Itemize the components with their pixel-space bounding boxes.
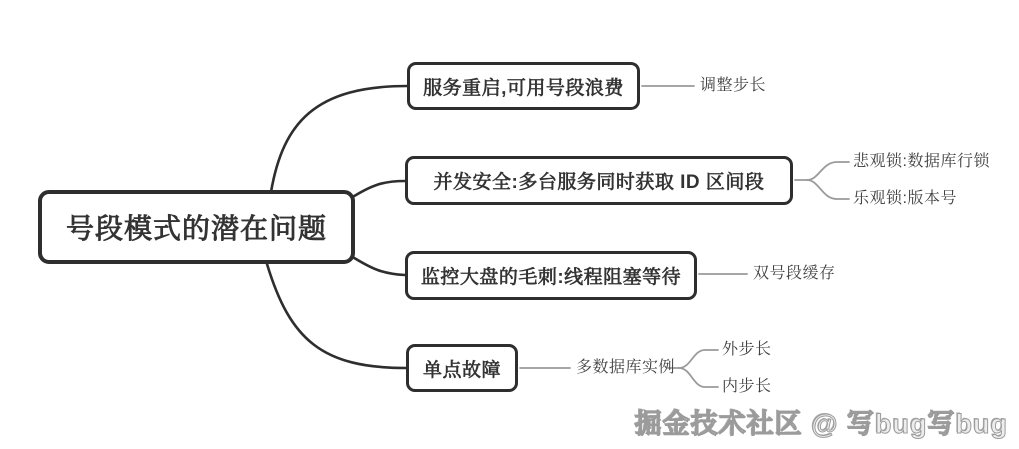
edge-root-to-branch-monitoring (351, 256, 405, 275)
branch-node-label: 监控大盘的毛刺:线程阻塞等待 (420, 267, 682, 288)
watermark: 掘金技术社区 @ 写bug写bug (634, 409, 1008, 439)
branch-node-concurrency-safety (405, 156, 793, 205)
branch-node-label: 单点故障 (422, 359, 501, 381)
leaf-pessimistic-lock: 悲观锁:数据库行锁 (853, 153, 990, 170)
edge-multi-db-to-outer-step (679, 350, 718, 368)
edge-root-to-branch-restart (271, 86, 407, 192)
leaf-optimistic-lock: 乐观锁:版本号 (853, 190, 957, 207)
branch-node-monitoring-glitch (405, 251, 697, 300)
edge-concurrency-to-pessimistic (807, 162, 849, 180)
leaf-adjust-step: 调整步长 (700, 77, 767, 94)
edge-multi-db-to-inner-step (679, 368, 718, 387)
branch-node-label: 并发安全:多台服务同时获取 ID 区间段 (433, 172, 765, 193)
root-node-segment-mode-problems (38, 190, 355, 264)
leaf-outer-step: 外步长 (722, 341, 772, 358)
edge-concurrency-to-optimistic (807, 180, 849, 199)
leaf-inner-step: 内步长 (722, 378, 772, 395)
edge-root-to-branch-concurrency (351, 181, 405, 198)
root-node-label: 号段模式的潜在问题 (65, 213, 327, 244)
branch-node-label: 服务重启,可用号段浪费 (423, 77, 624, 99)
edge-root-to-branch-single-point (267, 264, 406, 368)
branch-node-single-point-failure (406, 344, 518, 392)
branch-node-service-restart (407, 62, 640, 110)
leaf-multi-db-instance: 多数据库实例 (576, 359, 676, 376)
leaf-double-segment-cache: 双号段缓存 (753, 265, 836, 282)
